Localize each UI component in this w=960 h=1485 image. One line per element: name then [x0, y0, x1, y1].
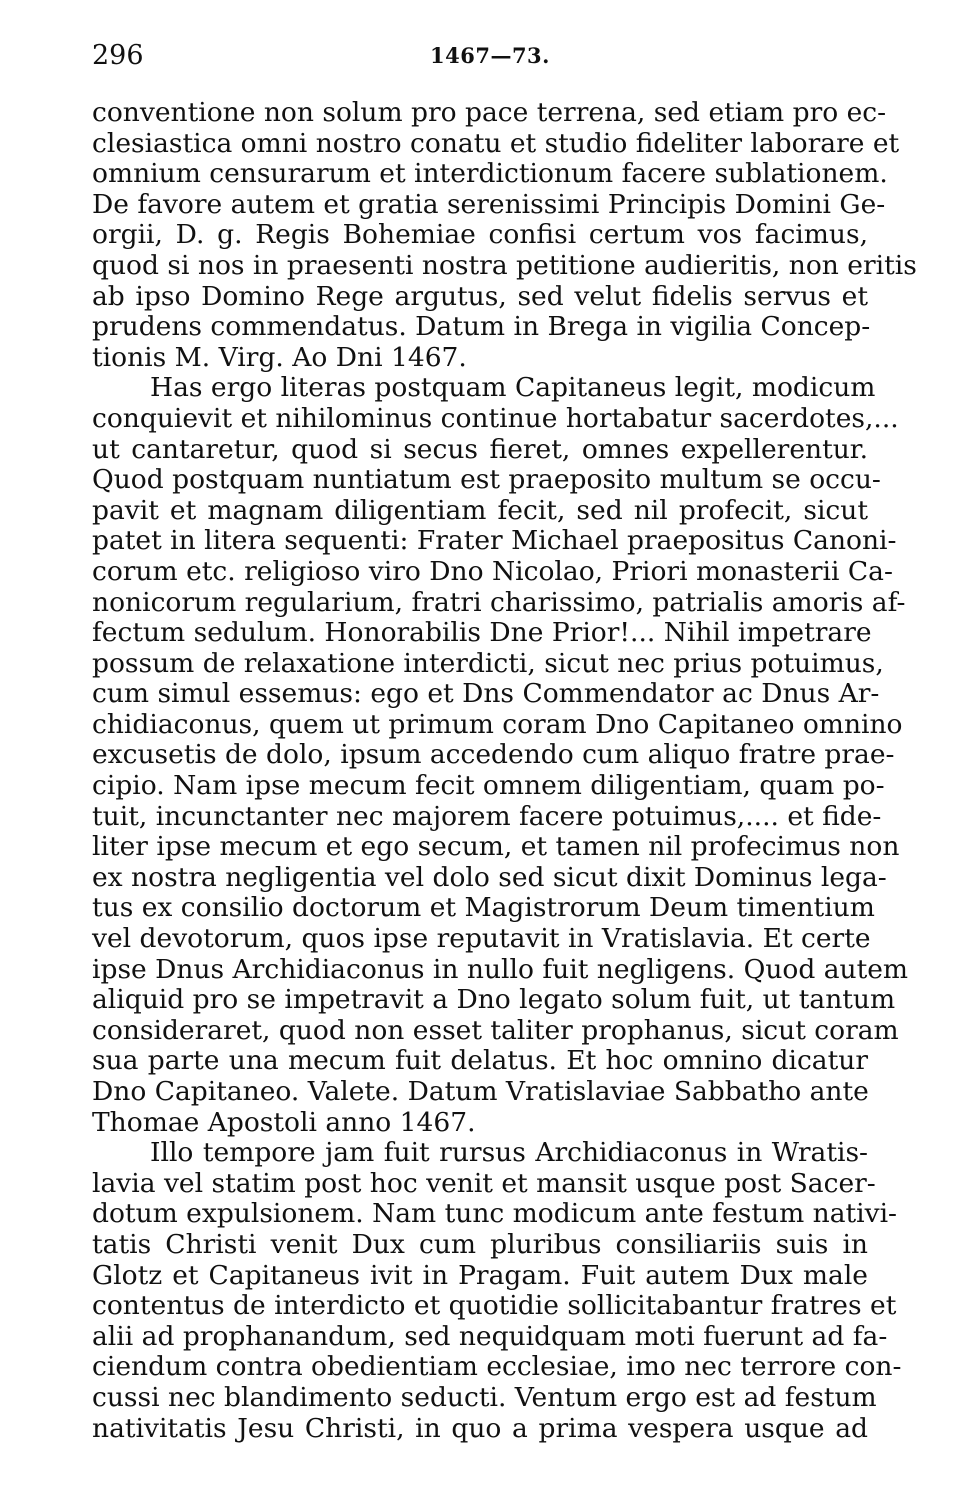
text-line: cussi nec blandimento seducti. Ventum ergo est ad festum: [92, 1381, 877, 1413]
text-line: chidiaconus, quem ut primum coram Dno Capitaneo omnino: [92, 708, 903, 740]
text-line: De favore autem et gratia serenissimi Principis Domini Ge-: [92, 188, 886, 220]
text-line: liter ipse mecum et ego secum, et tamen nil profecimus non: [92, 831, 900, 863]
text-line: tus ex consilio doctorum et Magistrorum Deum timentium: [92, 892, 875, 924]
text-line: Illo tempore jam fuit rursus Archidiaconus in Wratis-: [150, 1137, 868, 1169]
page-number: 296: [92, 40, 144, 71]
text-line: Dno Capitaneo. Valete. Datum Vratislaviae Sabbatho ante: [92, 1076, 869, 1107]
text-line: omnium censurarum et interdictionum facere sublationem.: [92, 158, 888, 190]
text-line: Thomae Apostoli anno 1467.: [92, 1106, 476, 1138]
running-head: 1467—73.: [430, 43, 550, 68]
text-line: lavia vel statim post hoc venit et mansit usque post Sacer-: [92, 1167, 876, 1199]
text-line: ex nostra negligentia vel dolo sed sicut dixit Dominus lega-: [92, 861, 887, 893]
text-line: aliquid pro se impetravit a Dno legato solum fuit, ut tantum: [92, 984, 896, 1016]
text-line: ab ipso Domino Rege argutus, sed velut fidelis servus et: [92, 280, 868, 312]
text-line: sua parte una mecum fuit delatus. Et hoc omnino dicatur: [92, 1045, 868, 1077]
body-text: [92, 97, 917, 1444]
text-line: pavit et magnam diligentiam fecit, sed nil profecit, sicut: [92, 494, 868, 526]
text-line: consideraret, quod non esset taliter prophanus, sicut coram: [92, 1014, 899, 1046]
text-line: quod si nos in praesenti nostra petitione audieritis, non eritis: [92, 249, 917, 281]
text-line: conquievit et nihilominus continue hortabatur sacerdotes,...: [92, 402, 899, 434]
text-line: excusetis de dolo, ipsum accedendo cum aliquo fratre prae-: [92, 739, 895, 771]
text-line: ut cantaretur, quod si secus fieret, omnes expellerentur.: [92, 433, 868, 465]
text-line: prudens commendatus. Datum in Brega in vigilia Concep-: [92, 311, 871, 343]
text-line: Has ergo literas postquam Capitaneus legit, modicum: [150, 372, 876, 404]
text-line: patet in litera sequenti: Frater Michael praepositus Canoni-: [92, 525, 897, 557]
text-line: tionis M. Virg. Ao Dni 1467.: [92, 341, 467, 373]
text-line: corum etc. religioso viro Dno Nicolao, Priori monasterii Ca-: [92, 555, 893, 587]
text-line: Quod postquam nuntiatum est praeposito multum se occu-: [92, 464, 881, 496]
text-line: ipse Dnus Archidiaconus in nullo fuit negligens. Quod autem: [92, 953, 909, 985]
text-line: tuit, incunctanter nec majorem facere potuimus,.... et fide-: [92, 800, 882, 832]
text-line: possum de relaxatione interdicti, sicut nec prius potuimus,: [92, 647, 884, 679]
text-line: cum simul essemus: ego et Dns Commendator ac Dnus Ar-: [92, 678, 880, 710]
page-header: [92, 36, 868, 76]
text-line: Glotz et Capitaneus ivit in Pragam. Fuit autem Dux male: [92, 1259, 868, 1291]
text-line: ciendum contra obedientiam ecclesiae, imo nec terrore con-: [92, 1351, 902, 1383]
text-line: orgii, D. g. Regis Bohemiae confisi certum vos facimus,: [92, 219, 868, 251]
text-line: alii ad prophanandum, sed nequidquam moti fuerunt ad fa-: [92, 1320, 888, 1352]
text-line: tatis Christi venit Dux cum pluribus consiliariis suis in: [92, 1228, 868, 1260]
text-line: nativitatis Jesu Christi, in quo a prima vespera usque ad: [92, 1412, 868, 1444]
text-line: nonicorum regularium, fratri charissimo, patrialis amoris af-: [92, 586, 906, 618]
text-line: fectum sedulum. Honorabilis Dne Prior!... Nihil impetrare: [92, 617, 872, 649]
text-line: dotum expulsionem. Nam tunc modicum ante festum nativi-: [92, 1198, 898, 1230]
text-line: clesiastica omni nostro conatu et studio fideliter laborare et: [92, 127, 900, 159]
text-line: vel devotorum, quos ipse reputavit in Vratislavia. Et certe: [92, 923, 871, 955]
text-line: conventione non solum pro pace terrena, sed etiam pro ec-: [92, 97, 887, 128]
text-line: contentus de interdicto et quotidie sollicitabantur fratres et: [92, 1290, 897, 1322]
text-line: cipio. Nam ipse mecum fecit omnem diligentiam, quam po-: [92, 770, 885, 802]
